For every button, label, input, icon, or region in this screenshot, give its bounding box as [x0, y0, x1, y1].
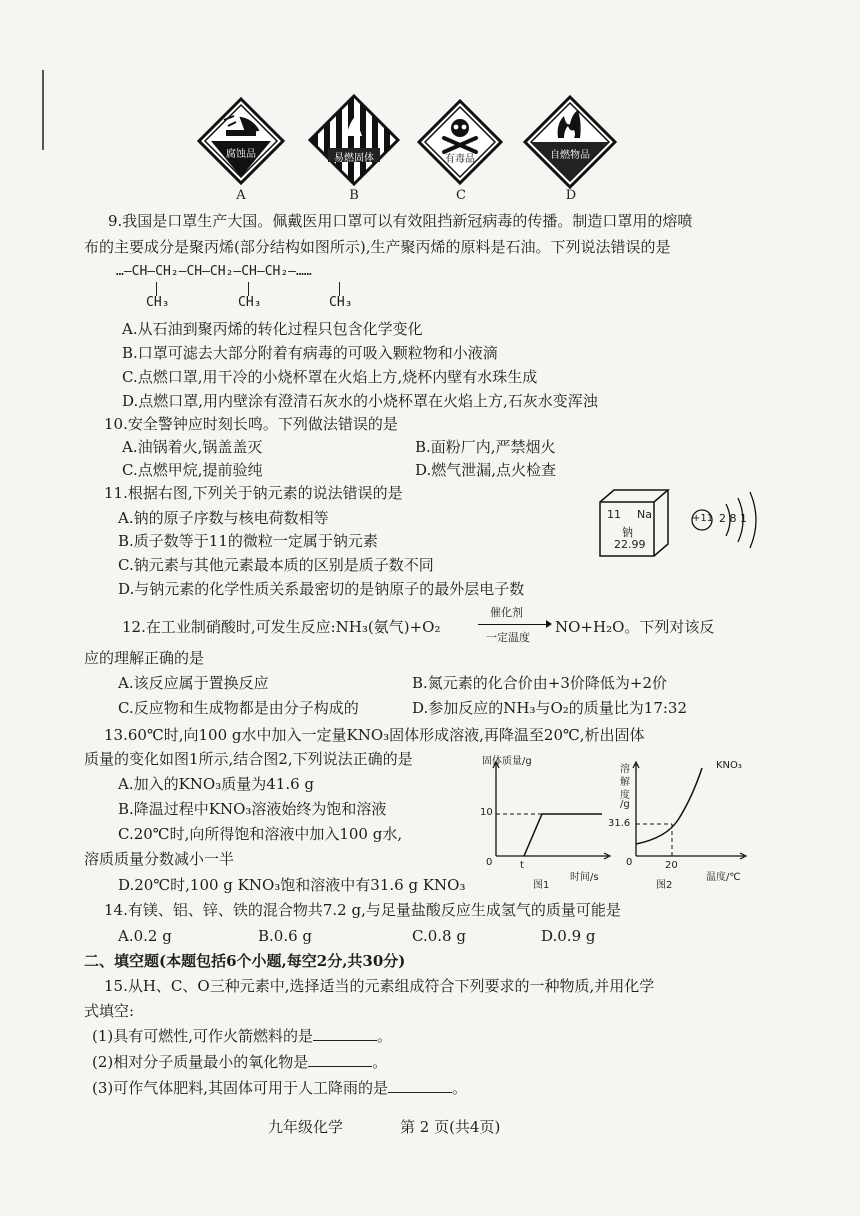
footer-subject: 九年级化学	[268, 1118, 344, 1136]
fig2-ylabel-2: 解	[620, 777, 630, 788]
fig1-origin: 0	[486, 857, 493, 868]
fig2-ylabel-4: /g	[620, 799, 630, 810]
q14-stem: 14.有镁、铝、锌、铁的混合物共7.2 g,与足量盐酸反应生成氢气的质量可能是	[104, 901, 621, 919]
q15-item-3: (3)可作气体肥料,其固体可用于人工降雨的是 。	[92, 1079, 468, 1097]
q14-option-a: A.0.2 g	[118, 927, 172, 945]
q12-option-d: D.参加反应的NH₃与O₂的质量比为17:32	[412, 699, 688, 717]
q12-arrow	[478, 624, 548, 625]
q13-line2: 质量的变化如图1所示,结合图2,下列说法正确的是	[84, 750, 413, 768]
fig2-ytick: 31.6	[608, 818, 631, 829]
fig1-xtick: t	[520, 860, 524, 871]
element-mass: 22.99	[614, 538, 646, 551]
q12-option-a: A.该反应属于置换反应	[118, 674, 269, 692]
q15-item-2-text: (2)相对分子质量最小的氧化物是	[92, 1053, 309, 1071]
q9-option-c: C.点燃口罩,用干冷的小烧杯罩在火焰上方,烧杯内壁有水珠生成	[122, 368, 538, 386]
figure-1-axes	[486, 758, 616, 868]
q11-option-c: C.钠元素与其他元素最本质的区别是质子数不同	[118, 556, 434, 574]
q14-option-d: D.0.9 g	[541, 927, 596, 945]
atom-shells: 2 8 1	[719, 512, 747, 525]
q12-stem-a: 12.在工业制硝酸时,可发生反应:NH₃(氨气)+O₂	[122, 618, 441, 636]
q9-ch3-2: CH₃	[238, 295, 262, 310]
q15-answer-blank-2[interactable]	[308, 1052, 372, 1067]
fig1-caption: 图1	[533, 880, 550, 891]
sign-a-label: 腐蚀品	[226, 149, 256, 160]
q13-option-b: B.降温过程中KNO₃溶液始终为饱和溶液	[118, 800, 387, 818]
section-2-title: 二、填空题(本题包括6个小题,每空2分,共30分)	[84, 952, 406, 970]
q9-ch3-3: CH₃	[329, 295, 353, 310]
fig2-ylabel-1: 溶	[620, 764, 630, 775]
flammable-solid-sign-icon	[306, 92, 402, 188]
q10-option-d: D.燃气泄漏,点火检查	[415, 461, 557, 479]
sign-c-letter: C	[456, 188, 466, 203]
fig1-ytick: 10	[480, 807, 493, 818]
fig1-xlabel: 时间/s	[570, 872, 599, 883]
q12-option-c: C.反应物和生成物都是由分子构成的	[118, 699, 359, 717]
q15-answer-blank-3[interactable]	[388, 1078, 452, 1093]
q11-option-b: B.质子数等于11的微粒一定属于钠元素	[118, 532, 378, 550]
q15-line2: 式填空:	[84, 1002, 135, 1020]
footer-page: 第 2 页(共4页)	[400, 1118, 501, 1136]
q9-line1: 9.我国是口罩生产大国。佩戴医用口罩可以有效阻挡新冠病毒的传播。制造口罩用的熔喷	[108, 212, 693, 230]
q11-option-d: D.与钠元素的化学性质关系最密切的是钠原子的最外层电子数	[118, 580, 525, 598]
sign-d-label: 自燃物品	[550, 150, 590, 161]
q12-line2: 应的理解正确的是	[84, 649, 205, 667]
sign-c-label: 有毒品	[445, 154, 475, 165]
element-name: 钠	[622, 526, 633, 539]
q13-option-d: D.20℃时,100 g KNO₃饱和溶液中有31.6 g KNO₃	[118, 876, 466, 894]
fig2-curve-label: KNO₃	[716, 760, 742, 771]
q13-line1: 13.60℃时,向100 g水中加入一定量KNO₃固体形成溶液,再降温至20℃,析出固体	[104, 726, 645, 744]
fig2-xlabel: 温度/℃	[706, 872, 741, 883]
q11-stem: 11.根据右图,下列关于钠元素的说法错误的是	[104, 484, 403, 502]
q9-ch3-1: CH₃	[146, 295, 170, 310]
q14-option-b: B.0.6 g	[258, 927, 313, 945]
toxic-sign-icon	[416, 98, 504, 186]
q9-option-a: A.从石油到聚丙烯的转化过程只包含化学变化	[122, 320, 423, 338]
q10-option-c: C.点燃甲烷,提前验纯	[122, 461, 263, 479]
q12-stem-b: NO+H₂O。下列对该反	[555, 618, 715, 636]
q12-option-b: B.氮元素的化合价由+3价降低为+2价	[412, 674, 668, 692]
q9-option-b: B.口罩可滤去大部分附着有病毒的可吸入颗粒物和小液滴	[122, 344, 498, 362]
element-number: 11	[607, 508, 621, 521]
fig2-ylabel-3: 度	[620, 790, 630, 801]
q15-answer-blank-1[interactable]	[313, 1026, 377, 1041]
q13-option-c: C.20℃时,向所得饱和溶液中加入100 g水,	[118, 825, 403, 843]
q12-condition: 一定温度	[486, 631, 530, 644]
spontaneous-combustion-sign-icon	[522, 94, 618, 190]
q9-line2: 布的主要成分是聚丙烯(部分结构如图所示),生产聚丙烯的原料是石油。下列说法错误的是	[84, 238, 671, 256]
fig1-ylabel: 固体质量/g	[482, 756, 532, 767]
q10-stem: 10.安全警钟应时刻长鸣。下列做法错误的是	[104, 415, 398, 433]
q10-option-a: A.油锅着火,锅盖盖灭	[122, 438, 263, 456]
q15-item-1-text: (1)具有可燃性,可作火箭燃料的是	[92, 1027, 314, 1045]
q12-catalyst: 催化剂	[490, 606, 523, 619]
figure-2-axes	[626, 758, 750, 868]
sign-b-label: 易燃固体	[334, 153, 374, 164]
q13-option-a: A.加入的KNO₃质量为41.6 g	[118, 775, 315, 793]
q15-item-3-text: (3)可作气体肥料,其固体可用于人工降雨的是	[92, 1079, 389, 1097]
margin-mark	[42, 70, 44, 150]
q15-line1: 15.从H、C、O三种元素中,选择适当的元素组成符合下列要求的一种物质,并用化学	[104, 977, 655, 995]
q9-option-d: D.点燃口罩,用内壁涂有澄清石灰水的小烧杯罩在火焰上方,石灰水变浑浊	[122, 392, 598, 410]
q11-option-a: A.钠的原子序数与核电荷数相等	[118, 509, 329, 527]
element-symbol: Na	[637, 508, 652, 521]
q10-option-b: B.面粉厂内,严禁烟火	[415, 438, 556, 456]
corrosive-sign-icon	[196, 96, 286, 186]
q14-option-c: C.0.8 g	[412, 927, 466, 945]
sign-b-letter: B	[349, 188, 359, 203]
q12-arrow-head	[546, 620, 552, 628]
fig2-xtick: 20	[665, 860, 678, 871]
q15-item-2: (2)相对分子质量最小的氧化物是 。	[92, 1053, 388, 1071]
q13-option-c-cont: 溶质质量分数减小一半	[84, 850, 235, 868]
q15-item-1: (1)具有可燃性,可作火箭燃料的是 。	[92, 1027, 393, 1045]
q9-formula: …—CH—CH₂—CH—CH₂—CH—CH₂—……	[116, 264, 312, 279]
sign-a-letter: A	[236, 188, 246, 203]
fig2-caption: 图2	[656, 880, 673, 891]
atom-nucleus: +11	[692, 513, 714, 524]
sign-d-letter: D	[565, 188, 577, 203]
fig2-origin: 0	[626, 857, 633, 868]
